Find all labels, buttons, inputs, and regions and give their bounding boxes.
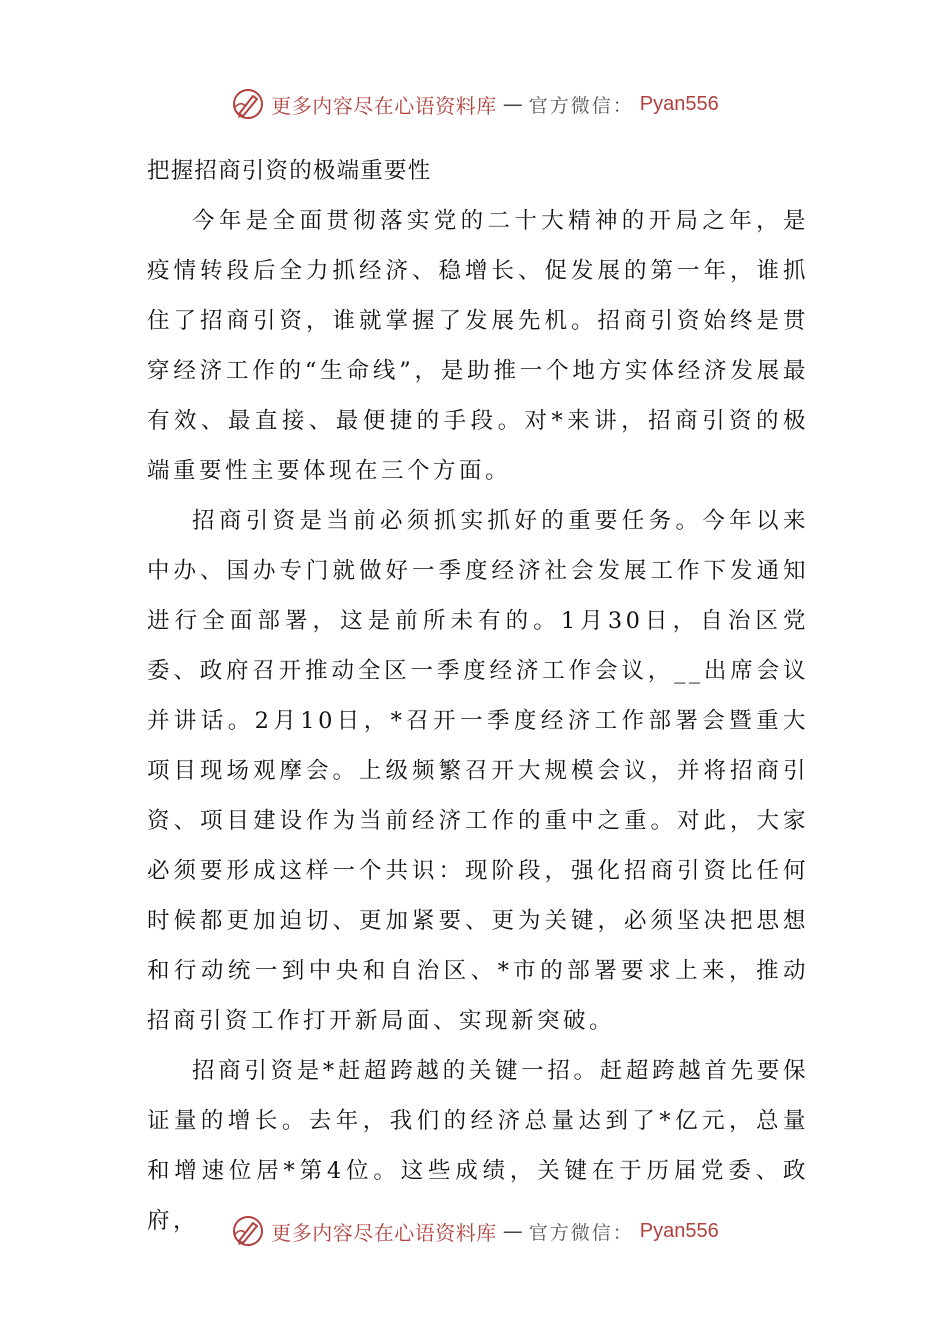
pen-nib-logo-icon [231, 87, 265, 121]
paragraph-2: 招商引资是当前必须抓实抓好的重要任务。今年以来中办、国办专门就做好一季度经济社会发展工作下发通知进行全面部署，这是前所未有的。1月30日，自治区党委、政府召开推动全区一季度经济工作会议，__出席会议并讲话。2月10日，*召开一季度经济工作部署会暨重大项目现场观摩会。上级频繁召开大规模会议，并将招商引资、项目建设作为当前经济工作的重中之重。对此，大家必须要形成这样一个共识：现阶段，强化招商引资比任何时候都更加迫切、更加紧要、更为关键，必须坚决把思想和行动统一到中央和自治区、*市的部署要求上来，推动招商引资工作打开新局面、实现新突破。 [147, 508, 809, 1034]
watermark-main-text: 更多内容尽在心语资料库 [271, 1220, 497, 1245]
watermark-main-text: 更多内容尽在心语资料库 [271, 93, 497, 118]
pen-nib-logo-icon [231, 1214, 265, 1248]
header-watermark [0, 84, 950, 124]
paragraph-1: 今年是全面贯彻落实党的二十大精神的开局之年，是疫情转段后全力抓经济、稳增长、促发展的第一年，谁抓住了招商引资，谁就掌握了发展先机。招商引资始终是贯穿经济工作的“生命线”，是助推一个地方实体经济发展最有效、最直接、最便捷的手段。对*来讲，招商引资的极端重要性主要体现在三个方面。 [147, 208, 809, 484]
watermark-wechat-id: Pyan556 [639, 1219, 719, 1242]
watermark-separator: — [502, 1219, 523, 1243]
paragraph-3: 招商引资是*赶超跨越的关键一招。赶超跨越首先要保证量的增长。去年，我们的经济总量达到了*亿元，总量和增速位居*第4位。这些成绩，关键在于历届党委、政府， [147, 1058, 809, 1234]
watermark-separator: — [502, 92, 523, 116]
watermark-wechat-label: 官方微信： [528, 1221, 634, 1244]
watermark-wechat-label: 官方微信： [528, 94, 634, 117]
watermark-wechat-id: Pyan556 [639, 92, 719, 115]
document-title: 把握招商引资的极端重要性 [147, 158, 432, 184]
document-body [147, 146, 809, 1246]
footer-watermark [0, 1211, 950, 1251]
